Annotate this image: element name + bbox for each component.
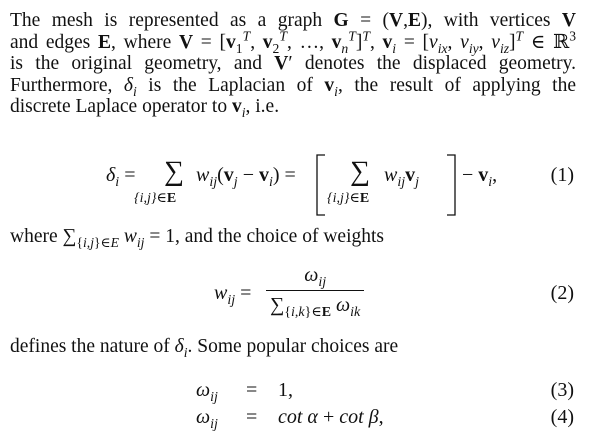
- intro-paragraph: [10, 10, 576, 118]
- intro-line-1: The mesh is represented as a graph G = (V,E), with vertices V: [10, 10, 576, 31]
- weights-sentence: where $\sum_{\{i,j\}\in E}$ $w_{ij} = 1$, and the choice of weights: [10, 226, 384, 250]
- paper-page: The mesh is represented as a graph G = (V,E), with vertices V and edges E, where $V = [v_1^T$, $v_2^T$, …, $v_n^T]^T$, $v_i = [v_{ix}$, $v_{iy}$, $v_{iz}]^T$ ∈ ℝ$^3$ is the original geometry, and V′ denotes the displaced geometry. Furthermore, $\delta_i$ is the Laplacian of $v_i$, the result of applying the discrete Laplace operator to $v_i$, i.e. $\delta_i$ = ∑ {i,j}∈E $w_{ij}(v_j - v_i)$ = ∑ {i,j}∈E $w_{ij}v_j$ − $v_i$, (1) where $\sum_{\{i,j\}\in E}$ $w_{ij} = 1$, and the choice of weights $w_{ij}$ = $\omega_{ij}$ $\sum_{\{i,k\}\in E}$ $\omega_{ik}$ (2) defines the nature of $\delta_i$. Some popular choices are $\omega_{ij}$ = 1, (3) $\omega_{ij}$ = cot α + cot β, (4): [0, 0, 590, 440]
- equation-4-number: (4): [550, 406, 574, 428]
- intro-line-4: Furthermore, $\delta_i$ is the Laplacian of $v_i$, the result of applying the: [10, 74, 576, 99]
- intro-line-2: and edges E, where $V = [v_1^T$, $v_2^T$, …, $v_n^T]^T$, $v_i = [v_{ix}$, $v_{iy}$, $v_{iz}]^T$ ∈ ℝ$^3$: [10, 28, 577, 56]
- equation-3-number: (3): [550, 379, 574, 401]
- intro-line-5: discrete Laplace operator to $v_i$, i.e.: [10, 96, 280, 120]
- equation-2: $w_{ij}$ = $\omega_{ij}$ $\sum_{\{i,k\}\in E}$ $\omega_{ik}$: [0, 262, 590, 322]
- choices-sentence: defines the nature of $\delta_i$. Some popular choices are: [10, 336, 399, 360]
- equation-2-number: (2): [550, 282, 574, 304]
- equation-1-number: (1): [550, 164, 574, 186]
- intro-line-3: is the original geometry, and V′ denotes the displaced geometry.: [10, 53, 576, 74]
